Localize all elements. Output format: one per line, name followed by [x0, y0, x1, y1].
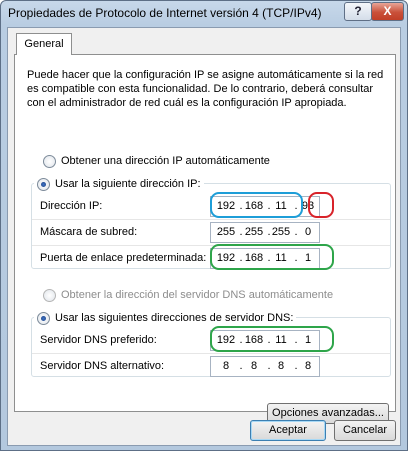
- ip-dot: .: [294, 334, 298, 346]
- subnet-octet-1[interactable]: 255: [216, 226, 236, 238]
- adns-octet-4[interactable]: 8: [304, 360, 312, 372]
- ip-dot: .: [239, 226, 243, 238]
- preferred-dns-input[interactable]: [210, 330, 320, 351]
- ip-dot: .: [267, 226, 271, 238]
- pdns-octet-4[interactable]: 1: [304, 334, 312, 346]
- general-tab-panel: [14, 54, 396, 419]
- ip-dot: .: [294, 200, 298, 212]
- advanced-options-button[interactable]: Opciones avanzadas...: [267, 403, 389, 424]
- dns-auto-radio: [43, 289, 56, 302]
- ip-settings-group: [31, 178, 391, 269]
- gateway-label: Puerta de enlace predeterminada:: [40, 252, 207, 264]
- cancel-button[interactable]: Cancelar: [334, 420, 396, 441]
- ip-dot: .: [294, 226, 298, 238]
- ip-dot: .: [267, 360, 271, 372]
- ip-dot: .: [239, 200, 243, 212]
- pdns-octet-3[interactable]: 11: [275, 334, 287, 346]
- dialog-client-area: [7, 27, 401, 446]
- ip-manual-option[interactable]: [34, 176, 204, 192]
- ip-address-input[interactable]: [210, 196, 320, 217]
- subnet-octet-2[interactable]: 255: [244, 226, 264, 238]
- dns-auto-label: Obtener la dirección del servidor DNS automáticamente: [61, 289, 334, 301]
- ip-dot: .: [294, 360, 298, 372]
- gateway-octet-2[interactable]: 168: [244, 252, 264, 264]
- ip-dot: .: [239, 252, 243, 264]
- ip-dot: .: [267, 334, 271, 346]
- alternate-dns-input[interactable]: [210, 356, 320, 377]
- window-title: Propiedades de Protocolo de Internet versión 4 (TCP/IPv4): [8, 6, 322, 20]
- description-text: Puede hacer que la configuración IP se asigne automáticamente si la red es compatible con esta funcionalidad. De lo contrario, deberá consultar con el administrador de red cuál es la configuración IP apropiada.: [27, 69, 384, 109]
- title-bar[interactable]: [1, 1, 407, 25]
- dns-auto-option: [43, 287, 333, 303]
- ip-manual-radio[interactable]: [37, 178, 50, 191]
- ip-auto-option[interactable]: [43, 153, 270, 169]
- gateway-row: [32, 246, 390, 272]
- ip-manual-label: Usar la siguiente dirección IP:: [55, 178, 201, 190]
- alternate-dns-row: [32, 354, 390, 380]
- ip-dot: .: [239, 360, 243, 372]
- alternate-dns-label: Servidor DNS alternativo:: [40, 360, 165, 372]
- pdns-octet-2[interactable]: 168: [244, 334, 264, 346]
- ip-auto-label: Obtener una dirección IP automáticamente: [61, 155, 270, 167]
- ip-address-label: Dirección IP:: [40, 200, 103, 212]
- subnet-octet-4[interactable]: 0: [304, 226, 312, 238]
- subnet-mask-label: Máscara de subred:: [40, 226, 138, 238]
- ip-octet-3[interactable]: 11: [275, 200, 287, 212]
- ip-dot: .: [267, 200, 271, 212]
- subnet-mask-input[interactable]: [210, 222, 320, 243]
- close-button[interactable]: X: [371, 2, 404, 21]
- gateway-octet-4[interactable]: 1: [304, 252, 312, 264]
- ip-auto-radio[interactable]: [43, 155, 56, 168]
- ip-dot: .: [267, 252, 271, 264]
- ip-octet-4[interactable]: 93: [301, 200, 315, 212]
- accept-button[interactable]: Aceptar: [250, 420, 326, 441]
- dns-manual-radio[interactable]: [37, 312, 50, 325]
- preferred-dns-label: Servidor DNS preferido:: [40, 334, 157, 346]
- ip-octet-2[interactable]: 168: [244, 200, 264, 212]
- subnet-octet-3[interactable]: 255: [271, 226, 291, 238]
- dns-manual-option[interactable]: [34, 310, 296, 326]
- adns-octet-1[interactable]: 8: [222, 360, 230, 372]
- ip-dot: .: [239, 334, 243, 346]
- subnet-mask-row: [32, 220, 390, 246]
- adns-octet-2[interactable]: 8: [250, 360, 258, 372]
- pdns-octet-1[interactable]: 192: [216, 334, 236, 346]
- ip-dot: .: [294, 252, 298, 264]
- dns-manual-label: Usar las siguientes direcciones de servidor DNS:: [55, 312, 294, 324]
- ip-address-row: [32, 194, 390, 220]
- gateway-octet-3[interactable]: 11: [275, 252, 287, 264]
- preferred-dns-row: [32, 328, 390, 354]
- tab-general[interactable]: General: [16, 33, 72, 55]
- gateway-input[interactable]: [210, 248, 320, 269]
- adns-octet-3[interactable]: 8: [277, 360, 285, 372]
- ip-octet-1[interactable]: 192: [216, 200, 236, 212]
- dns-settings-group: [31, 312, 391, 377]
- help-button[interactable]: ?: [344, 2, 372, 21]
- gateway-octet-1[interactable]: 192: [216, 252, 236, 264]
